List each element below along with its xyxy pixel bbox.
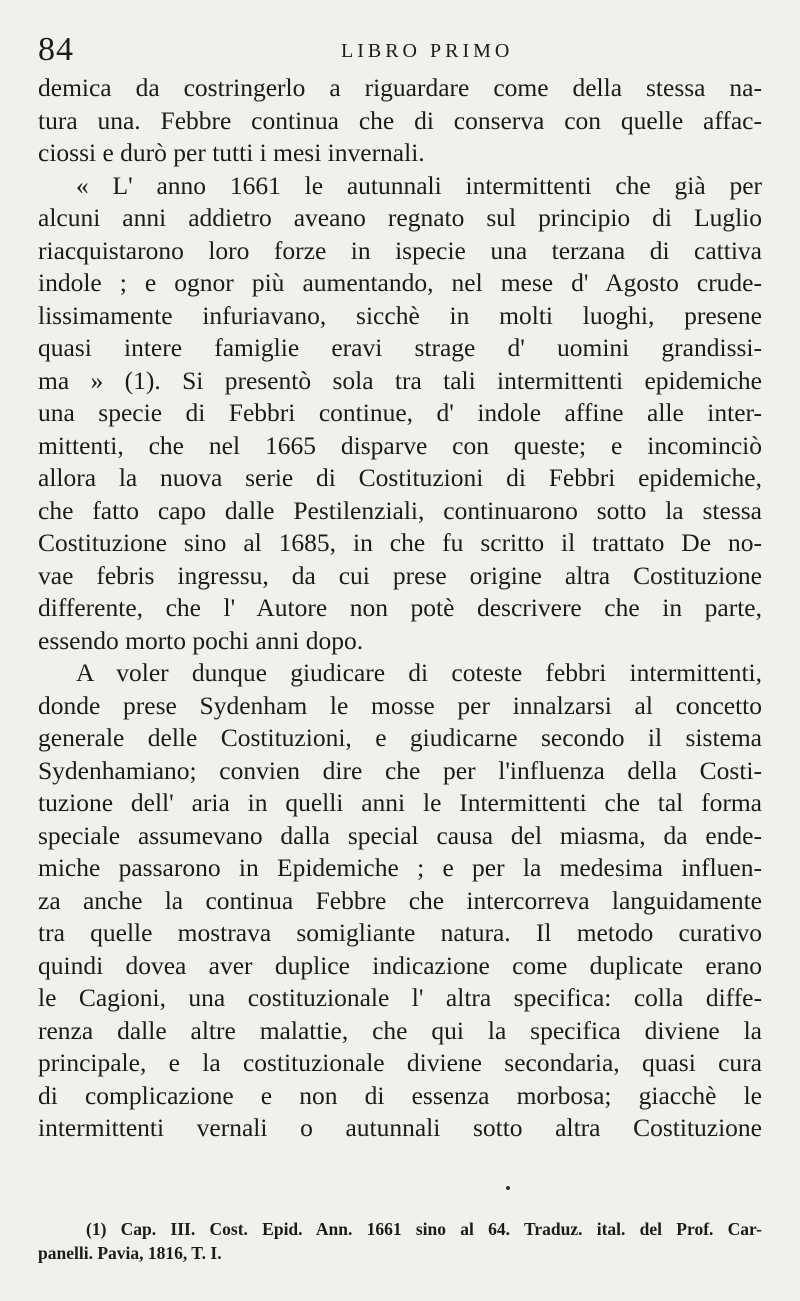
text-line: che fatto capo dalle Pestilenziali, continuarono sotto la stessa bbox=[38, 495, 762, 525]
text-line: speciale assumevano dalla special causa del miasma, da ende- bbox=[38, 820, 762, 850]
text-line: donde prese Sydenham le mosse per innalzarsi al concetto bbox=[38, 690, 762, 720]
text-line: Sydenhamiano; convien dire che per l'influenza della Costi- bbox=[38, 755, 762, 785]
page-number: 84 bbox=[38, 31, 74, 68]
text-line: di complicazione e non di essenza morbosa; giacchè le bbox=[38, 1080, 762, 1110]
text-line: intermittenti vernali o autunnali sotto altra Costituzione bbox=[38, 1113, 762, 1142]
page-dot bbox=[506, 1186, 510, 1190]
text-line: differente, che l' Autore non potè descrivere che in parte, bbox=[38, 593, 762, 622]
text-line: « L' anno 1661 le autunnali intermittenti che già per bbox=[76, 170, 762, 200]
footnotes bbox=[38, 1217, 762, 1265]
text-line: riacquistarono loro forze in ispecie una terzana di cattiva bbox=[38, 235, 762, 265]
text-line: demica da costringerlo a riguardare come della stessa na- bbox=[38, 73, 762, 102]
text-line: principale, e la costituzionale diviene secondaria, quasi cura bbox=[38, 1048, 762, 1077]
text-line: miche passarono in Epidemiche ; e per la medesima influen- bbox=[38, 853, 762, 882]
text-line: tura una. Febbre continua che di conserva con quelle affac- bbox=[38, 105, 762, 135]
text-line: essendo morto pochi anni dopo. bbox=[38, 625, 364, 655]
text-line: ma » (1). Si presentò sola tra tali intermittenti epidemiche bbox=[38, 365, 762, 395]
text-line: A voler dunque giudicare di coteste febbri intermittenti, bbox=[76, 658, 762, 687]
text-line: quindi dovea aver duplice indicazione come duplicate erano bbox=[38, 950, 762, 980]
text-line: le Cagioni, una costituzionale l' altra specifica: colla diffe- bbox=[38, 983, 762, 1012]
text-line: indole ; e ognor più aumentando, nel mese d' Agosto crude- bbox=[38, 268, 762, 297]
text-line: mittenti, che nel 1665 disparve con queste; e incominciò bbox=[38, 430, 762, 460]
page-header bbox=[38, 30, 758, 70]
text-line: vae febris ingressu, da cui prese origine altra Costituzione bbox=[38, 560, 762, 590]
footnote-line: (1) Cap. III. Cost. Epid. Ann. 1661 sino al 64. Traduz. ital. del Prof. Car- bbox=[86, 1219, 762, 1239]
text-line: quasi intere famiglie eravi strage d' uomini grandissi- bbox=[38, 333, 762, 362]
text-line: Costituzione sino al 1685, in che fu scritto il trattato De no- bbox=[38, 528, 762, 557]
footnote-line: panelli. Pavia, 1816, T. I. bbox=[38, 1243, 222, 1263]
text-line: alcuni anni addietro aveano regnato sul principio di Luglio bbox=[38, 203, 762, 232]
body-text bbox=[38, 72, 762, 1145]
text-line: tuzione dell' aria in quelli anni le Intermittenti che tal forma bbox=[38, 788, 762, 817]
running-title: LIBRO PRIMO bbox=[341, 40, 514, 62]
text-line: una specie di Febbri continue, d' indole affine alle inter- bbox=[38, 398, 762, 427]
text-line: ciossi e durò per tutti i mesi invernali. bbox=[38, 138, 425, 167]
text-line: tra quelle mostrava somigliante natura. Il metodo curativo bbox=[38, 918, 762, 947]
text-line: allora la nuova serie di Costituzioni di Febbri epidemiche, bbox=[38, 463, 762, 492]
text-line: lissimamente infuriavano, sicchè in molti luoghi, presene bbox=[38, 300, 762, 330]
text-line: renza dalle altre malattie, che qui la specifica diviene la bbox=[38, 1015, 762, 1045]
text-line: za anche la continua Febbre che intercorreva languidamente bbox=[38, 885, 762, 915]
text-line: generale delle Costituzioni, e giudicarne secondo il sistema bbox=[38, 723, 762, 752]
